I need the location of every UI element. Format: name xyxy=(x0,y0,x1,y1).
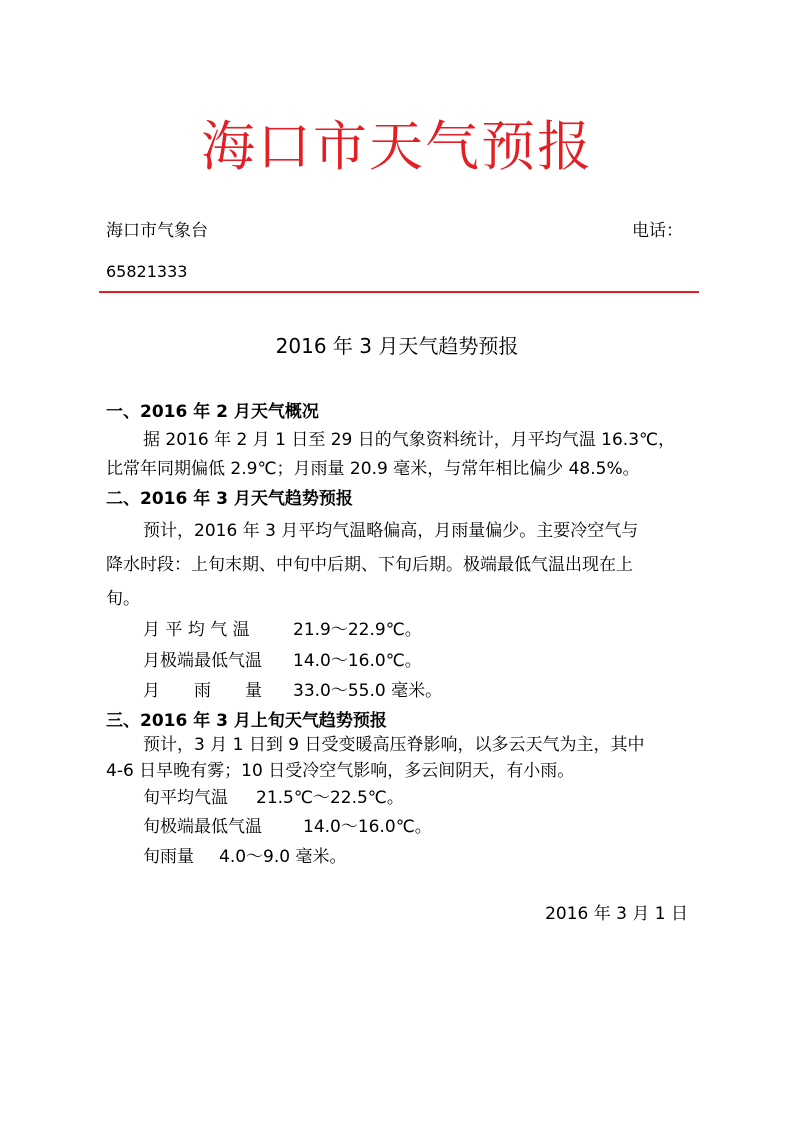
stat-label: 旬极端最低气温 xyxy=(143,817,262,837)
stat-label: 月 雨 量 xyxy=(143,681,262,701)
stat-label: 月极端最低气温 xyxy=(143,651,262,671)
phone-number: 65821333 xyxy=(106,262,188,281)
stat-label: 旬雨量 xyxy=(143,847,194,867)
issue-date: 2016 年 3 月 1 日 xyxy=(545,904,688,924)
masthead-title: 海口市天气预报 xyxy=(201,115,593,178)
stat-value: 21.9～22.9℃。 xyxy=(293,620,422,640)
stat-row xyxy=(143,679,442,703)
section-3-line-2: 4-6 日早晚有雾；10 日受冷空气影响，多云间阴天，有小雨。 xyxy=(106,761,575,781)
phone-label: 电话： xyxy=(632,221,683,241)
section-3-line-1: 预计，3 月 1 日到 9 日受变暖高压脊影响，以多云天气为主，其中 xyxy=(143,735,645,755)
stat-value: 33.0～55.0 毫米。 xyxy=(293,681,443,701)
stat-row xyxy=(143,649,422,673)
stat-label: 旬平均气温 xyxy=(143,788,228,808)
stat-row xyxy=(143,815,432,839)
section-2-line-2: 降水时段：上旬末期、中旬中后期、下旬后期。极端最低气温出现在上 xyxy=(106,555,633,575)
stat-row xyxy=(143,786,404,810)
stat-value: 4.0～9.0 毫米。 xyxy=(219,847,347,867)
section-3-heading: 三、2016 年 3 月上旬天气趋势预报 xyxy=(106,711,387,731)
stat-label: 月 平 均 气 温 xyxy=(143,620,250,640)
stat-value: 14.0～16.0℃。 xyxy=(303,817,432,837)
document-title: 2016 年 3 月天气趋势预报 xyxy=(275,334,519,358)
header-divider xyxy=(99,291,699,293)
section-2-heading: 二、2016 年 3 月天气趋势预报 xyxy=(106,489,353,509)
stat-value: 14.0～16.0℃。 xyxy=(293,651,422,671)
section-1-heading: 一、2016 年 2 月天气概况 xyxy=(106,402,319,422)
issuer-name: 海口市气象台 xyxy=(106,221,208,241)
stat-row xyxy=(143,618,422,642)
section-2-line-3: 旬。 xyxy=(106,589,140,609)
section-1-line-2: 比常年同期偏低 2.9℃；月雨量 20.9 毫米，与常年相比偏少 48.5%。 xyxy=(106,459,640,479)
section-2-line-1: 预计，2016 年 3 月平均气温略偏高，月雨量偏少。主要冷空气与 xyxy=(143,521,639,541)
stat-row xyxy=(143,845,346,869)
section-1-line-1: 据 2016 年 2 月 1 日至 29 日的气象资料统计，月平均气温 16.3℃， xyxy=(143,430,676,450)
stat-value: 21.5℃～22.5℃。 xyxy=(256,788,404,808)
